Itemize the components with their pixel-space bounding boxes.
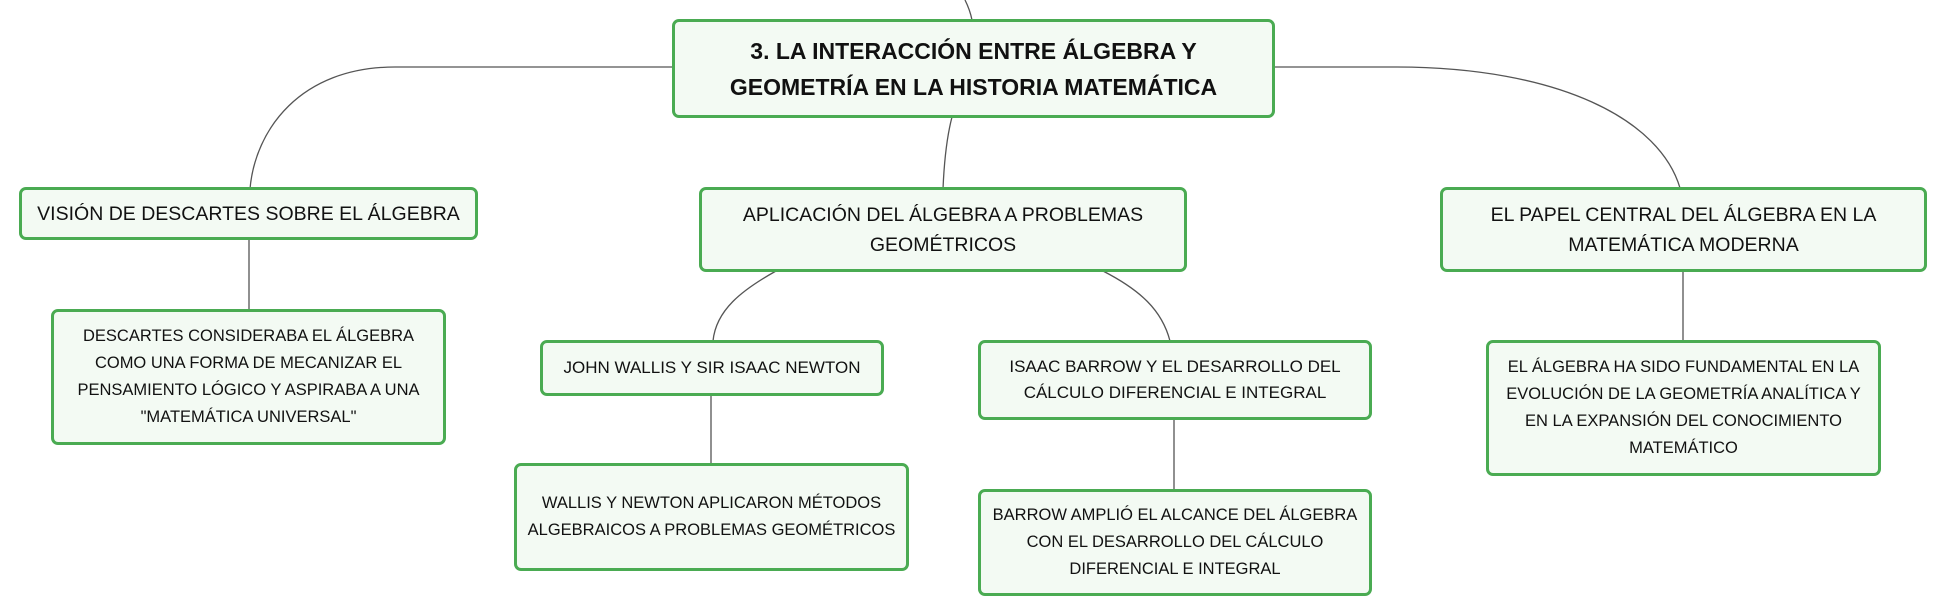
leaf-barrow-label: BARROW AMPLIÓ EL ALCANCE DEL ÁLGEBRA CON EL DESARROLLO DEL CÁLCULO DIFERENCIAL E INTEGRAL <box>992 506 1358 578</box>
subtopic-wallis-newton-label: JOHN WALLIS Y SIR ISAAC NEWTON <box>563 358 861 377</box>
connector-root-to-papel <box>1273 67 1680 188</box>
leaf-papel-central[interactable] <box>1486 340 1881 476</box>
leaf-descartes[interactable] <box>51 309 446 445</box>
leaf-wallis-newton-label: WALLIS Y NEWTON APLICARON MÉTODOS ALGEBRAICOS A PROBLEMAS GEOMÉTRICOS <box>527 494 896 539</box>
topic-papel-central-label: EL PAPEL CENTRAL DEL ÁLGEBRA EN LA MATEMÁTICA MODERNA <box>1490 203 1877 256</box>
subtopic-wallis-newton[interactable] <box>540 340 884 396</box>
root-topic[interactable] <box>672 19 1275 118</box>
topic-vision-descartes[interactable] <box>19 187 478 240</box>
leaf-wallis-newton[interactable] <box>514 463 909 571</box>
leaf-barrow[interactable] <box>978 489 1372 596</box>
connector-aplicacion-to-barrow <box>1103 271 1170 341</box>
topic-papel-central[interactable] <box>1440 187 1927 272</box>
leaf-papel-central-label: EL ÁLGEBRA HA SIDO FUNDAMENTAL EN LA EVOLUCIÓN DE LA GEOMETRÍA ANALÍTICA Y EN LA EXPANSIÓN DEL CONOCIMIENTO MATEMÁTICO <box>1506 358 1861 457</box>
subtopic-barrow-label: ISAAC BARROW Y EL DESARROLLO DEL CÁLCULO DIFERENCIAL E INTEGRAL <box>1009 357 1341 402</box>
connector-aplicacion-to-wallis <box>713 271 776 341</box>
connector-root-to-aplicacion <box>943 117 952 189</box>
topic-aplicacion-algebra-label: APLICACIÓN DEL ÁLGEBRA A PROBLEMAS GEOMÉTRICOS <box>742 203 1144 256</box>
leaf-descartes-label: DESCARTES CONSIDERABA EL ÁLGEBRA COMO UNA FORMA DE MECANIZAR EL PENSAMIENTO LÓGICO Y ASPIRABA A UNA "MATEMÁTICA UNIVERSAL" <box>77 327 420 426</box>
topic-vision-descartes-label: VISIÓN DE DESCARTES SOBRE EL ÁLGEBRA <box>37 202 460 225</box>
subtopic-barrow[interactable] <box>978 340 1372 420</box>
root-topic-label: 3. LA INTERACCIÓN ENTRE ÁLGEBRA Y GEOMETRÍA EN LA HISTORIA MATEMÁTICA <box>729 37 1218 100</box>
connector-parent-to-root <box>965 0 972 20</box>
connector-root-to-descartes <box>250 67 673 189</box>
topic-aplicacion-algebra[interactable] <box>699 187 1187 272</box>
